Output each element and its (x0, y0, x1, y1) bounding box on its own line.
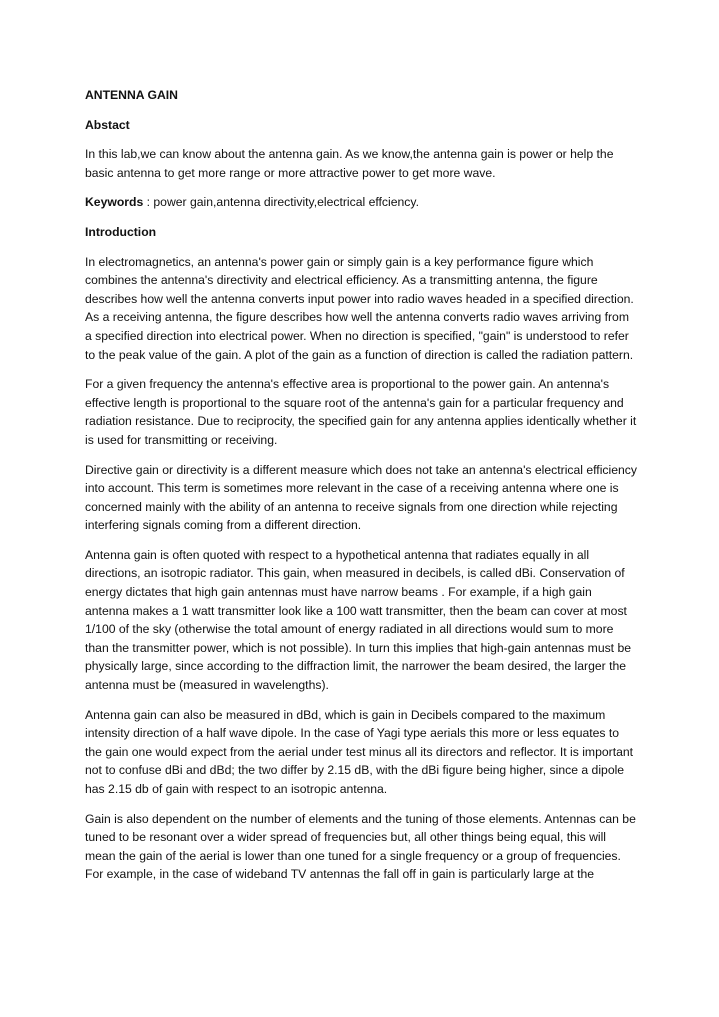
keywords-text: : power gain,antenna directivity,electrical effciency. (143, 195, 419, 210)
abstract-paragraph: In this lab,we can know about the antenna gain. As we know,the antenna gain is power or help the basic antenna to get more range or more attractive power to get more wave. (85, 147, 614, 180)
intro-paragraph-1: In electromagnetics, an antenna's power gain or simply gain is a key performance figure which combines the antenna's directivity and electrical efficiency. As a transmitting antenna, the figure describes how well the antenna converts input power into radio waves headed in a specified direction. As a receiving antenna, the figure describes how well the antenna converts radio waves arriving from a specified direction into electrical power. When no direction is specified, "gain" is understood to refer to the peak value of the gain. A plot of the gain as a function of direction is called the radiation pattern. (85, 254, 634, 362)
intro-paragraph-3: Directive gain or directivity is a different measure which does not take an antenna's electrical efficiency into account. This term is sometimes more relevant in the case of a receiving antenna where one is concerned mainly with the ability of an antenna to receive signals from one direction while rejecting interfering signals coming from a different direction. (85, 462, 637, 533)
keywords-paragraph (85, 193, 637, 212)
intro-paragraph-2: For a given frequency the antenna's effective area is proportional to the power gain. An antenna's effective length is proportional to the square root of the antenna's gain for a particular frequency and radiation resistance. Due to reciprocity, the specified gain for any antenna applies identically whether it is used for transmitting or receiving. (85, 377, 637, 447)
document-body (85, 86, 637, 895)
keywords-label: Keywords (85, 195, 144, 210)
document-title: ANTENNA GAIN (85, 88, 178, 102)
introduction-heading: Introduction (85, 224, 157, 239)
intro-paragraph-5: Antenna gain can also be measured in dBd, which is gain in Decibels compared to the maximum intensity direction of a half wave dipole. In the case of Yagi type aerials this more or less equates to the gain one would expect from the aerial under test minus all its directors and reflector. It is important not to confuse dBi and dBd; the two differ by 2.15 dB, with the dBi figure being higher, since a dipole has 2.15 db of gain with respect to an isotropic antenna. (85, 707, 634, 796)
abstract-heading: Abstact (85, 117, 130, 132)
intro-paragraph-4: Antenna gain is often quoted with respect to a hypothetical antenna that radiates equally in all directions, an isotropic radiator. This gain, when measured in decibels, is called dBi. Conservation of energy dictates that high gain antennas must have narrow beams . For example, if a high gain antenna makes a 1 watt transmitter look like a 100 watt transmitter, then the beam can cover at most 1/100 of the sky (otherwise the total amount of energy radiated in all directions would sum to more than the transmitter power, which is not possible). In turn this implies that high-gain antennas must be physically large, since according to the diffraction limit, the narrower the beam desired, the larger the antenna must be (measured in wavelengths). (85, 547, 632, 693)
intro-paragraph-6: Gain is also dependent on the number of elements and the tuning of those elements. Antennas can be tuned to be resonant over a wider spread of frequencies but, all other things being equal, this will mean the gain of the aerial is lower than one tuned for a single frequency or a group of frequencies. For example, in the case of wideband TV antennas the fall off in gain is particularly large at the (85, 811, 636, 882)
